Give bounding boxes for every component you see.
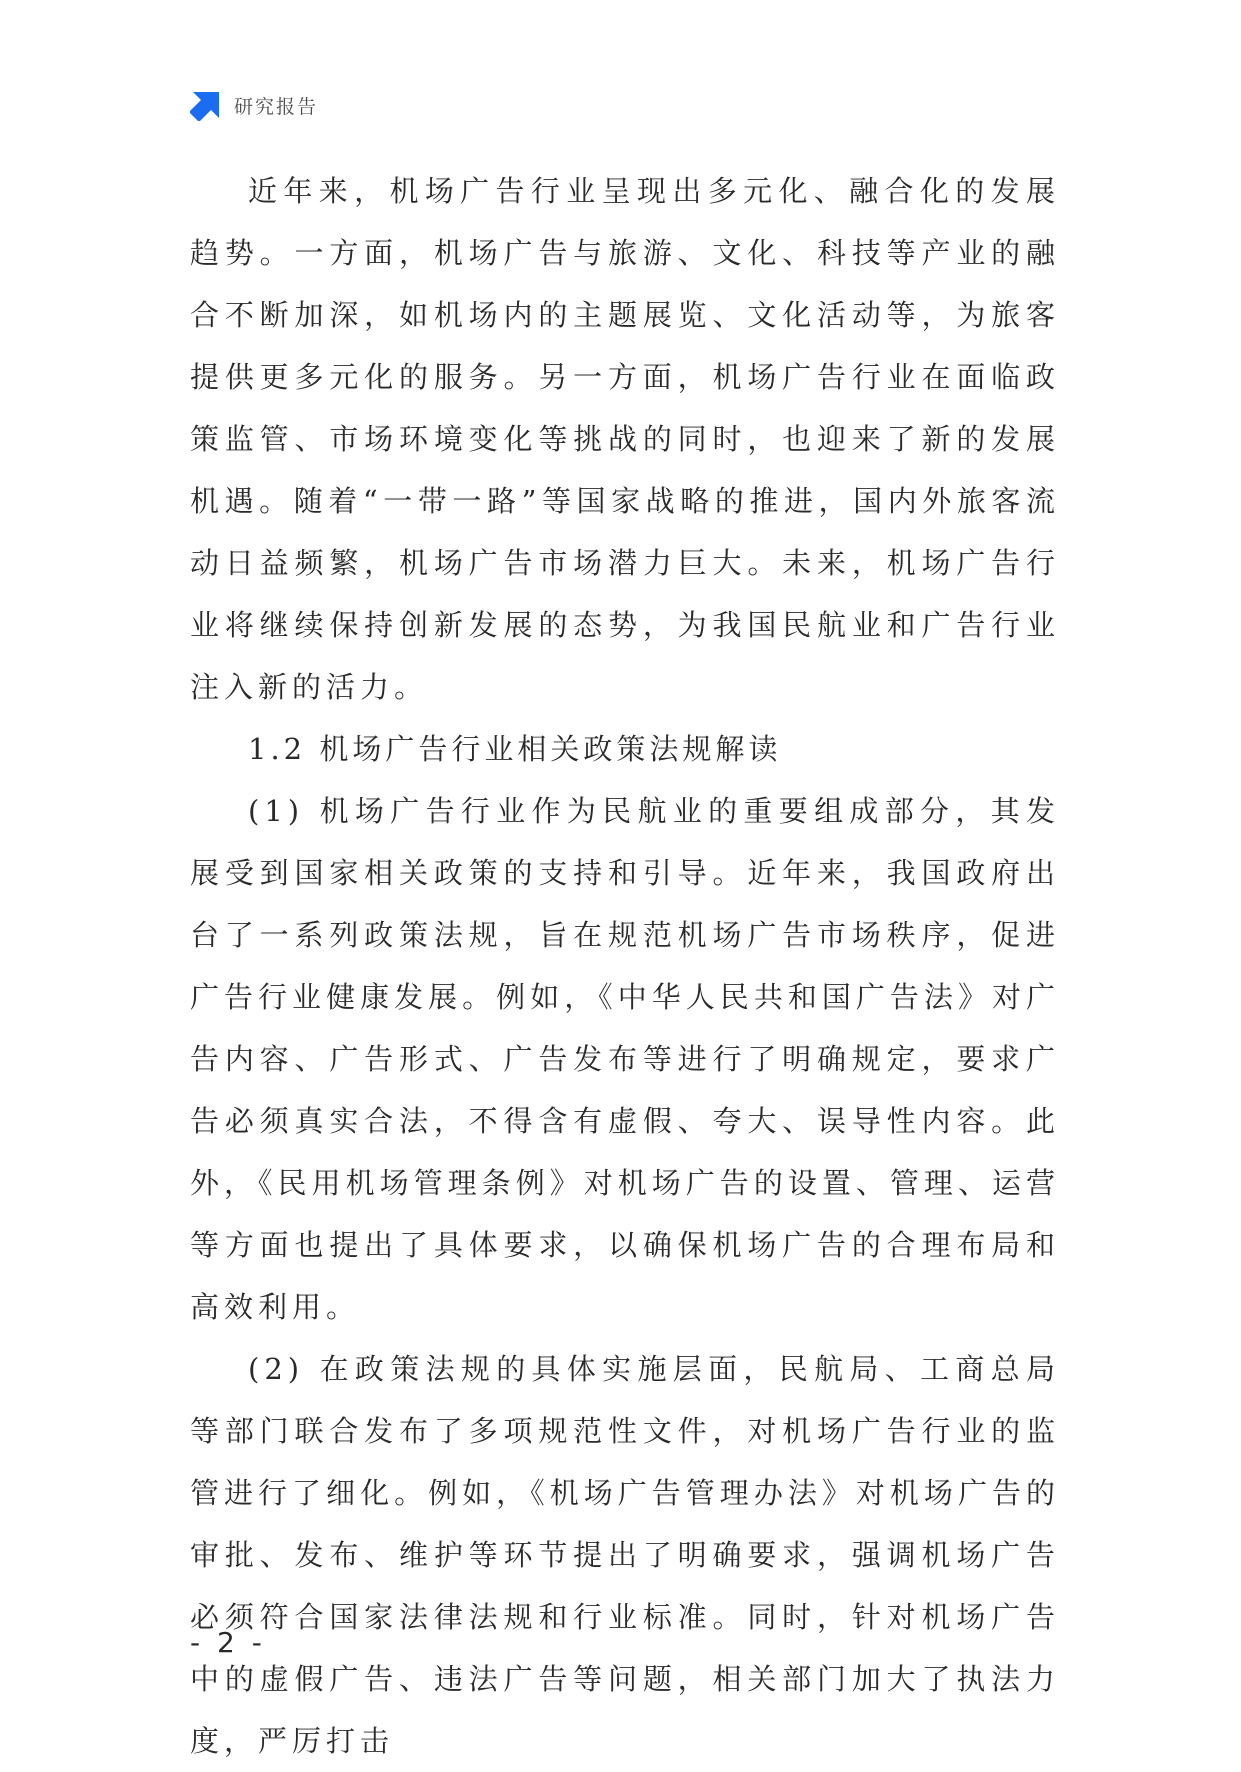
document-body: [190, 160, 1060, 1772]
paragraph-trend: 近年来，机场广告行业呈现出多元化、融合化的发展趋势。一方面，机场广告与旅游、文化、科技等产业的融合不断加深，如机场内的主题展览、文化活动等，为旅客提供更多元化的服务。另一方面，机场广告行业在面临政策监管、市场环境变化等挑战的同时，也迎来了新的发展机遇。随着“一带一路”等国家战略的推进，国内外旅客流动日益频繁，机场广告市场潜力巨大。未来，机场广告行业将继续保持创新发展的态势，为我国民航业和广告行业注入新的活力。: [190, 174, 1060, 704]
report-header: [190, 88, 318, 122]
arrow-up-right-icon: [190, 89, 222, 121]
header-title: 研究报告: [234, 95, 319, 118]
paragraph-policy-1: (1) 机场广告行业作为民航业的重要组成部分，其发展受到国家相关政策的支持和引导。近年来，我国政府出台了一系列政策法规，旨在规范机场广告市场秩序，促进广告行业健康发展。例如，《中华人民共和国广告法》对广告内容、广告形式、广告发布等进行了明确规定，要求广告必须真实合法，不得含有虚假、夸大、误导性内容。此外，《民用机场管理条例》对机场广告的设置、管理、运营等方面也提出了具体要求，以确保机场广告的合理布局和高效利用。: [190, 794, 1060, 1324]
section-heading: 1.2 机场广告行业相关政策法规解读: [248, 732, 782, 766]
page-number: - 2 -: [190, 1626, 266, 1659]
paragraph-policy-2: (2) 在政策法规的具体实施层面，民航局、工商总局等部门联合发布了多项规范性文件，对机场广告行业的监管进行了细化。例如，《机场广告管理办法》对机场广告的审批、发布、维护等环节提出了明确要求，强调机场广告必须符合国家法律法规和行业标准。同时，针对机场广告中的虚假广告、违法广告等问题，相关部门加大了执法力度，严厉打击: [190, 1352, 1060, 1758]
